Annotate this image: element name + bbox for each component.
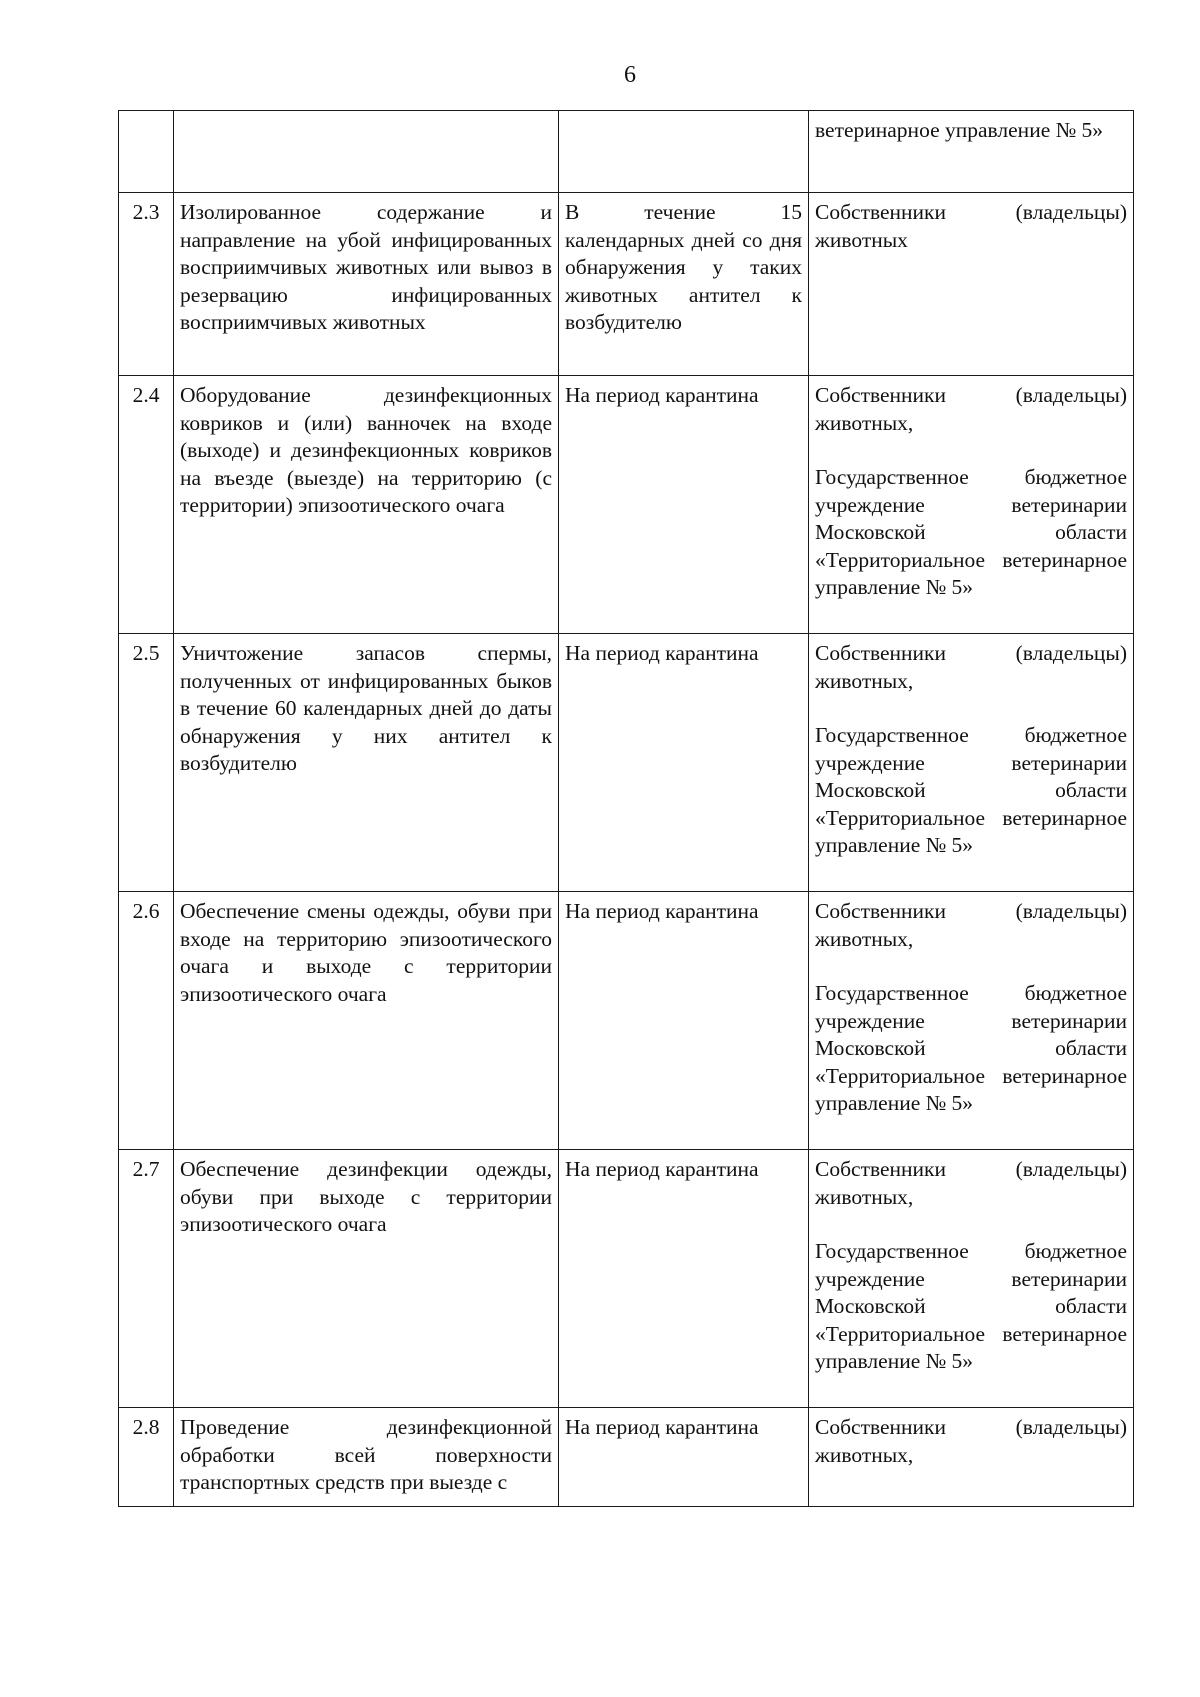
row-number-cell: 2.3 (119, 193, 174, 376)
responsible-party: Государственное бюджетное учреждение ветеринарии Московской области «Территориальное ветеринарное управление № 5» (815, 981, 1127, 1115)
responsible-party: Собственники (владельцы) животных, (815, 641, 1127, 693)
page-number: 6 (624, 62, 636, 88)
action-cell: Обеспечение дезинфекции одежды, обуви при выходе с территории эпизоотического очага (174, 1150, 559, 1408)
action-cell (174, 111, 559, 193)
table-row-continuation (119, 111, 1134, 193)
action-cell: Обеспечение смены одежды, обуви при входе на территорию эпизоотического очага и выходе с территории эпизоотического очага (174, 892, 559, 1150)
measures-table (118, 110, 1134, 1507)
action-cell: Проведение дезинфекционной обработки всей поверхности транспортных средств при выезде с (174, 1408, 559, 1507)
period-cell: На период карантина (559, 1408, 809, 1507)
responsible-cell (809, 193, 1134, 376)
period-cell (559, 111, 809, 193)
row-number-cell: 2.5 (119, 634, 174, 892)
responsible-cell (809, 892, 1134, 1150)
responsible-party: Государственное бюджетное учреждение ветеринарии Московской области «Территориальное ветеринарное управление № 5» (815, 465, 1127, 599)
responsible-party: Собственники (владельцы) животных, (815, 899, 1127, 951)
responsible-party: Собственники (владельцы) животных, (815, 1415, 1127, 1467)
responsible-party: Государственное бюджетное учреждение ветеринарии Московской области «Территориальное ветеринарное управление № 5» (815, 723, 1127, 857)
responsible-party: Собственники (владельцы) животных, (815, 383, 1127, 435)
table-row (119, 193, 1134, 376)
row-number-cell (119, 111, 174, 193)
period-cell: На период карантина (559, 634, 809, 892)
period-cell: В течение 15 календарных дней со дня обнаружения у таких животных антител к возбудителю (559, 193, 809, 376)
responsible-cell (809, 376, 1134, 634)
responsible-cell: ветеринарное управление № 5» (809, 111, 1134, 193)
period-cell: На период карантина (559, 1150, 809, 1408)
table-row (119, 1408, 1134, 1507)
table-row (119, 634, 1134, 892)
table-row (119, 1150, 1134, 1408)
responsible-party: Государственное бюджетное учреждение ветеринарии Московской области «Территориальное ветеринарное управление № 5» (815, 1239, 1127, 1373)
period-cell: На период карантина (559, 892, 809, 1150)
period-cell: На период карантина (559, 376, 809, 634)
table-body (119, 111, 1134, 1507)
action-cell: Оборудование дезинфекционных ковриков и (или) ванночек на входе (выходе) и дезинфекционных ковриков на въезде (выезде) на территорию (с территории) эпизоотического очага (174, 376, 559, 634)
row-number-cell: 2.6 (119, 892, 174, 1150)
table-row (119, 892, 1134, 1150)
responsible-party: Собственники (владельцы) животных (815, 200, 1127, 252)
table-row (119, 376, 1134, 634)
action-cell: Уничтожение запасов спермы, полученных от инфицированных быков в течение 60 календарных дней до даты обнаружения у них антител к возбудителю (174, 634, 559, 892)
responsible-cell (809, 634, 1134, 892)
responsible-party: Собственники (владельцы) животных, (815, 1157, 1127, 1209)
row-number-cell: 2.8 (119, 1408, 174, 1507)
responsible-cell (809, 1408, 1134, 1507)
responsible-cell (809, 1150, 1134, 1408)
row-number-cell: 2.7 (119, 1150, 174, 1408)
action-cell: Изолированное содержание и направление на убой инфицированных восприимчивых животных или вывоз в резервацию инфицированных восприимчивых животных (174, 193, 559, 376)
row-number-cell: 2.4 (119, 376, 174, 634)
